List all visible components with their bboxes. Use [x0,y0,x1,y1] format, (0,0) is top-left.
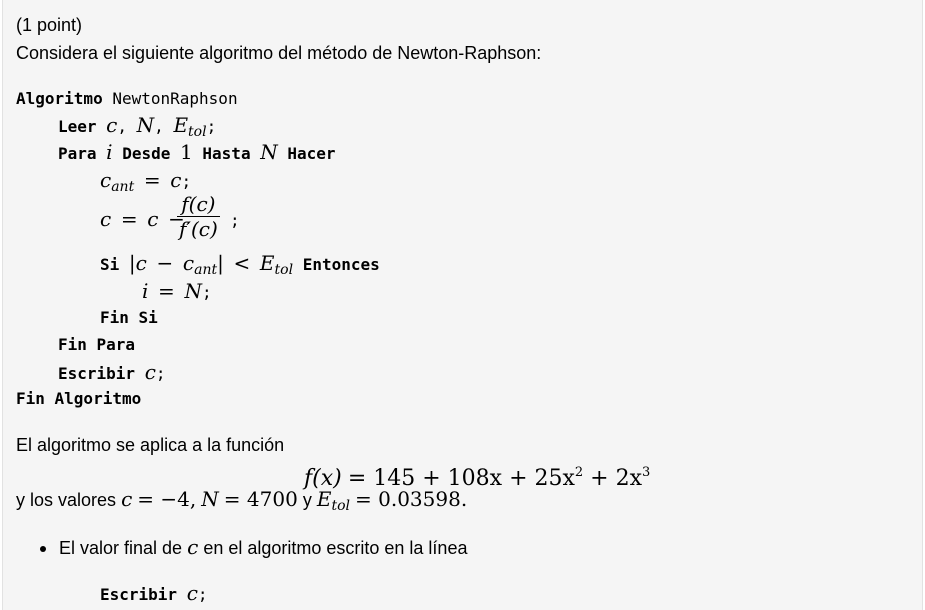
fraction-numerator: f(c) [177,192,220,217]
keyword-escribir: Escribir [100,585,178,604]
c-value: = −4, [137,487,197,511]
var-N: N [201,487,219,511]
number-one: 1 [180,140,193,164]
var-c: c [144,360,156,384]
algo-line-for [58,141,336,165]
keyword-leer: Leer [58,117,97,136]
keyword-algoritmo: Algoritmo [16,89,103,108]
abs-bar-right: | [217,251,224,275]
sub-tol: tol [331,498,350,514]
algo-line-write [58,361,166,385]
equals-sign: = [158,279,175,303]
algo-line-newton-step [100,208,185,232]
algo-line-if [100,252,380,281]
keyword-fin-algoritmo: Fin Algoritmo [16,389,142,408]
semicolon: ; [181,172,192,191]
points-label: (1 point) [16,15,83,35]
var-c: c [147,207,159,231]
semicolon: ; [201,283,212,302]
algo-line-read [58,114,216,143]
exponent-three: 3 [642,465,651,480]
keyword-entonces: Entonces [302,255,380,274]
semicolon: ; [197,585,208,604]
var-i: i [142,279,149,303]
keyword-si: Si [100,255,120,274]
semicolon: ; [230,211,240,230]
var-E: E [316,487,332,511]
bullet-suffix: en el algoritmo escrito en la línea [203,538,468,558]
algo-line-assign-i [142,280,212,304]
keyword-hasta: Hasta [202,144,251,163]
function-rhs: = 145 + 108x + 25x [347,466,575,491]
bullet-prefix: El valor final de [59,538,183,558]
keyword-fin-si: Fin Si [100,308,158,327]
var-c: c [182,251,195,275]
semicolon: ; [206,117,217,136]
var-N: N [260,140,278,164]
values-prefix: y los valores [16,490,117,510]
function-tail: + 2x [583,466,643,491]
comma: , [154,117,164,136]
var-N: N [184,279,202,303]
sub-ant: ant [194,262,218,278]
keyword-fin-para: Fin Para [58,335,136,354]
sub-ant: ant [111,179,135,195]
bullet-code-line [100,582,208,606]
var-N: N [136,113,155,137]
less-than-sign: < [233,251,251,275]
newton-fraction [177,192,220,241]
function-lhs: f(x) [304,466,342,491]
algorithm-name: NewtonRaphson [112,89,238,108]
minus-sign: − [156,251,174,275]
E-value: = 0.03598. [355,487,468,511]
var-c: c [100,168,112,192]
abs-bar-left: | [128,251,136,275]
var-c: c [121,487,133,511]
equals-sign: = [120,207,138,231]
var-c: c [100,207,112,231]
N-value: = 4700 [223,487,298,511]
algo-line-header [16,88,238,110]
semicolon: ; [155,364,166,383]
var-c: c [135,251,147,275]
equals-sign: = [143,168,161,192]
sub-tol: tol [188,124,207,140]
comma: , [117,117,128,136]
keyword-escribir: Escribir [58,364,136,383]
question-intro: Considera el siguiente algoritmo del método de Newton-Raphson: [16,43,542,63]
var-E: E [173,113,189,137]
keyword-para: Para [58,144,97,163]
fraction-denominator: f′(c) [179,217,218,241]
newton-step-semicolon [230,210,240,232]
list-bullet [40,546,46,552]
var-E: E [259,251,275,275]
keyword-desde: Desde [122,144,171,163]
keyword-hacer: Hacer [287,144,336,163]
sub-tol: tol [274,262,294,278]
var-c: c [186,581,198,605]
minus-sign: − [168,207,185,231]
exponent-two: 2 [574,465,584,480]
y-word: y [302,490,312,510]
var-c: c [106,113,118,137]
bullet-question [59,536,467,559]
applied-text: El algoritmo se aplica a la función [16,435,285,455]
var-c: c [187,535,199,559]
values-line [16,488,467,517]
var-i: i [106,140,113,164]
var-c: c [170,168,182,192]
